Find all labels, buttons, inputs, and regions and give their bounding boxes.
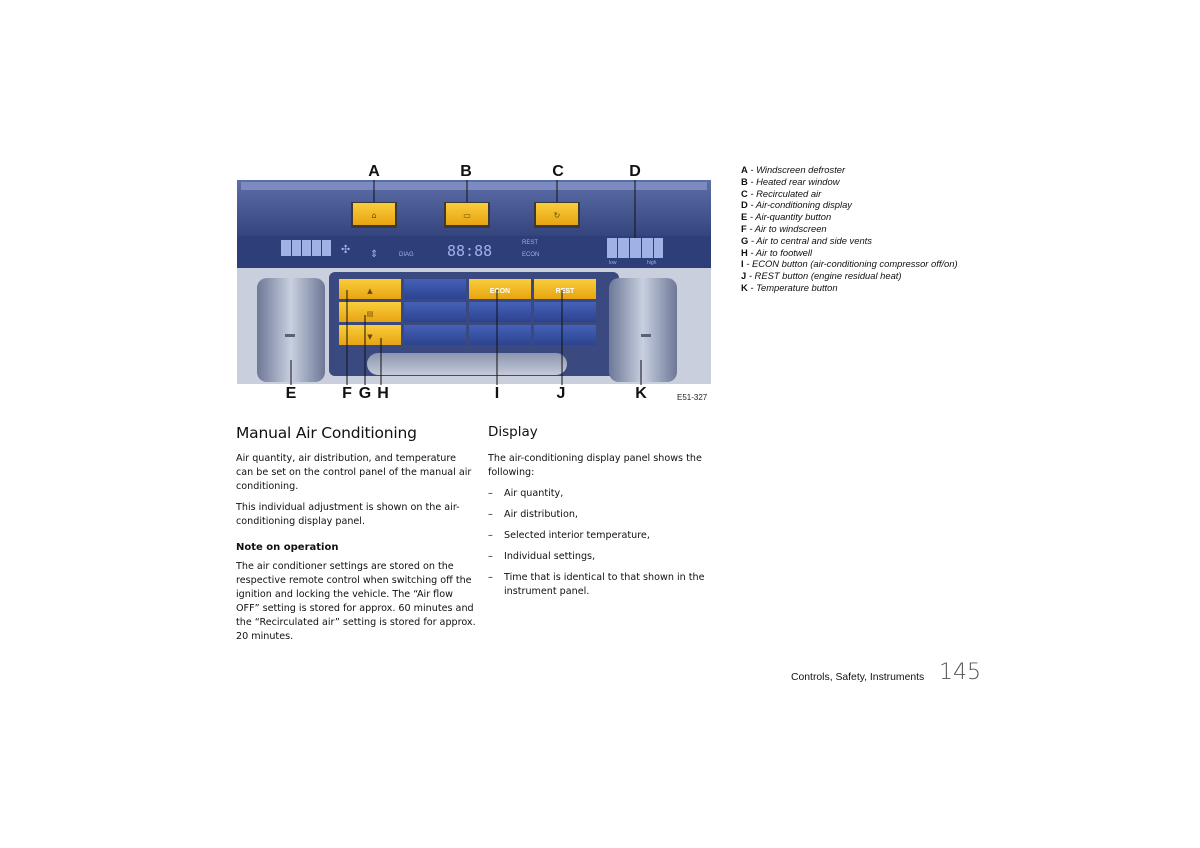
list-item: – Air distribution, <box>488 509 578 520</box>
legend-item: I - ECON button (air-conditioning compressor off/on) <box>741 258 958 270</box>
display-econ-label: ECON <box>522 252 540 258</box>
clock-digits: 88:88 <box>447 242 493 260</box>
legend-item: D - Air-conditioning display <box>741 199 852 211</box>
callout-e: E <box>285 385 297 402</box>
legend-item: K - Temperature button <box>741 281 838 293</box>
display-intro: The air-conditioning display panel shows the following: <box>488 453 702 478</box>
list-item: – Air quantity, <box>488 488 564 499</box>
list-item: – Individual settings, <box>488 551 596 562</box>
display-rest-label: REST <box>522 240 539 246</box>
callout-h: H <box>377 385 389 402</box>
climate-control-illustration <box>237 160 711 406</box>
callout-k: K <box>635 385 647 402</box>
defroster-button[interactable] <box>351 202 397 228</box>
temperature-knob[interactable] <box>609 278 677 382</box>
distribution-icon: ⇕ <box>370 249 379 260</box>
temp-low-label: low <box>609 260 617 266</box>
card-slot <box>367 353 567 375</box>
adjustment-paragraph: This individual adjustment is shown on the air-conditioning display panel. <box>236 502 460 527</box>
display-heading: Display <box>488 424 538 440</box>
air-vents-button[interactable] <box>339 302 401 322</box>
callout-c: C <box>552 163 564 180</box>
svg-text:↻: ↻ <box>553 211 561 220</box>
callout-b: B <box>460 163 472 180</box>
legend-item: E - Air-quantity button <box>741 211 832 223</box>
page-number: 145 <box>939 660 981 685</box>
callout-j: J <box>556 385 566 402</box>
legend-item: H - Air to footwell <box>741 246 813 258</box>
panel-top-bezel <box>241 182 707 190</box>
section-label: Controls, Safety, Instruments <box>791 672 925 683</box>
list-item: – Time that is identical to that shown in the instrument panel. <box>488 572 705 597</box>
air-quantity-bar <box>281 240 331 256</box>
legend-item: A - Windscreen defroster <box>741 164 846 175</box>
note-paragraph: The air conditioner settings are stored on the respective remote control when switching off the ignition and locking the vehicle. The “Air flow OFF” setting is stored for approx. 60 minutes and the “Recirculated air” setting is stored for approx. 20 minutes. <box>236 561 476 642</box>
intro-paragraph: Air quantity, air distribution, and temperature can be set on the control panel of the manual air conditioning. <box>236 453 472 492</box>
svg-text:▼: ▼ <box>367 333 373 341</box>
callout-d: D <box>629 163 641 180</box>
left-column <box>236 424 476 644</box>
control-panel-figure <box>237 160 711 406</box>
figure-legend <box>741 164 991 294</box>
svg-text:REST: REST <box>555 288 575 295</box>
right-column <box>488 424 714 606</box>
callout-a: A <box>368 163 380 180</box>
list-item: – Selected interior temperature, <box>488 530 650 541</box>
display-list <box>488 487 714 599</box>
rest-button[interactable] <box>534 279 596 299</box>
figure-code: E51-327 <box>677 393 708 402</box>
diag-label: DIAG <box>399 252 414 258</box>
svg-text:ECON: ECON <box>489 288 511 295</box>
temperature-bar <box>607 238 663 258</box>
rear-window-button[interactable] <box>444 202 490 228</box>
legend-item: G - Air to central and side vents <box>741 234 872 246</box>
fan-icon: ✣ <box>341 243 351 256</box>
temp-high-label: high <box>647 260 657 266</box>
svg-text:▲: ▲ <box>367 287 373 295</box>
svg-text:▤: ▤ <box>366 310 374 318</box>
callout-f: F <box>342 385 352 402</box>
legend-item: C - Recirculated air <box>741 187 822 199</box>
callout-i: I <box>494 385 500 402</box>
recirculation-button[interactable] <box>534 202 580 228</box>
legend-item: F - Air to windscreen <box>741 222 827 234</box>
svg-text:▭: ▭ <box>463 211 471 220</box>
econ-button[interactable] <box>469 279 531 299</box>
svg-text:⌂: ⌂ <box>371 211 377 220</box>
callout-g: G <box>358 385 372 402</box>
legend-item: J - REST button (engine residual heat) <box>741 270 902 282</box>
legend-item: B - Heated rear window <box>741 175 840 187</box>
air-windscreen-button[interactable] <box>339 279 401 299</box>
note-heading: Note on operation <box>236 542 339 553</box>
page-title: Manual Air Conditioning <box>236 424 417 442</box>
air-footwell-button[interactable] <box>339 325 401 345</box>
